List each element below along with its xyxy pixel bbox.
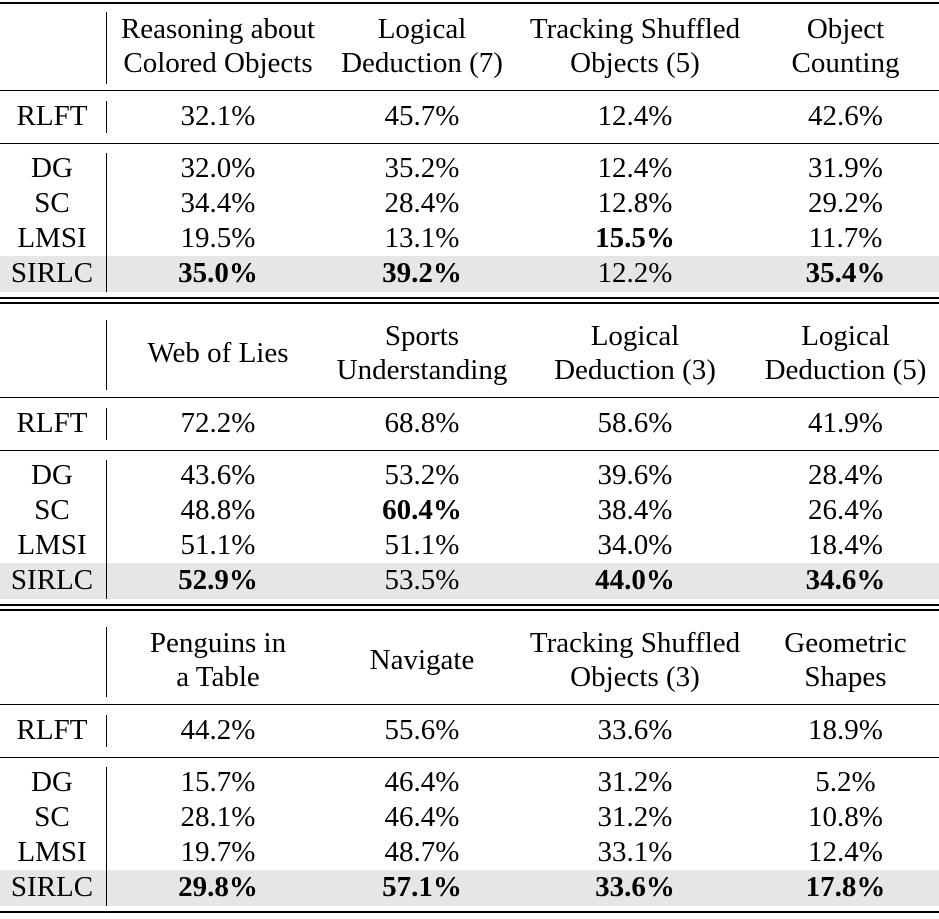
table-cell: 46.4% [384, 766, 460, 798]
double-rule [0, 604, 939, 606]
row-label: DG [31, 152, 73, 184]
table-cell: 26.4% [808, 494, 883, 526]
label-divider [106, 767, 107, 906]
table-cell: 12.4% [597, 152, 673, 184]
row-label: RLFT [16, 714, 88, 746]
double-rule [0, 297, 939, 299]
table-cell-best: 39.2% [382, 257, 462, 289]
table-cell: 48.8% [180, 494, 256, 526]
row-label: DG [31, 459, 73, 491]
table-cell-best: 34.6% [805, 564, 886, 596]
table-cell: 42.6% [808, 100, 883, 132]
table-cell: 38.4% [597, 494, 673, 526]
header-rule [0, 397, 939, 398]
table-cell: 41.9% [808, 407, 883, 439]
top-rule [0, 2, 939, 4]
table-cell: 12.2% [597, 257, 673, 289]
header-divider [106, 12, 107, 84]
header-cell: Geometric Shapes [784, 627, 907, 693]
table-cell: 48.7% [384, 836, 460, 868]
header-cell: Sports Understanding [336, 320, 508, 386]
table-cell: 32.1% [180, 100, 256, 132]
header-cell: Reasoning about Colored Objects [120, 13, 316, 79]
table-cell: 44.2% [180, 714, 256, 746]
table-cell-best: 15.5% [595, 222, 675, 254]
table-cell-best: 29.8% [178, 871, 258, 903]
header-cell: Web of Lies [147, 337, 289, 369]
table-cell: 34.4% [180, 187, 256, 219]
header-cell: Tracking Shuffled Objects (5) [529, 13, 741, 79]
section-rule [0, 757, 939, 758]
table-cell-best: 44.0% [595, 564, 675, 596]
row-label: SIRLC [10, 257, 94, 289]
table-cell: 32.0% [180, 152, 256, 184]
row-label: LMSI [17, 222, 87, 254]
table-cell-best: 57.1% [382, 871, 462, 903]
table-cell: 46.4% [384, 801, 460, 833]
table-cell: 18.4% [808, 529, 883, 561]
header-cell: Object Counting [791, 13, 900, 79]
row-label: SC [34, 801, 70, 833]
table-cell: 5.2% [815, 766, 876, 798]
table-cell-best: 17.8% [805, 871, 886, 903]
header-cell: Logical Deduction (7) [341, 13, 503, 79]
table-cell: 53.5% [384, 564, 460, 596]
header-cell: Logical Deduction (5) [764, 320, 927, 386]
table-cell: 51.1% [384, 529, 460, 561]
table-cell: 34.0% [597, 529, 673, 561]
table-cell: 28.4% [384, 187, 460, 219]
table-cell-best: 35.4% [805, 257, 886, 289]
header-cell: Navigate [369, 644, 475, 676]
header-cell: Penguins in a Table [149, 627, 287, 693]
table-cell: 28.1% [180, 801, 256, 833]
row-label: SIRLC [10, 564, 94, 596]
label-divider [106, 101, 107, 133]
header-divider [106, 627, 107, 697]
bottom-rule [0, 911, 939, 913]
label-divider [106, 153, 107, 292]
table-cell: 68.8% [384, 407, 460, 439]
row-label: RLFT [16, 100, 88, 132]
table-cell: 35.2% [384, 152, 460, 184]
label-divider [106, 715, 107, 747]
double-rule [0, 302, 939, 304]
table-cell: 72.2% [180, 407, 256, 439]
table-cell: 31.2% [597, 801, 673, 833]
table-cell: 55.6% [384, 714, 460, 746]
table-cell: 45.7% [384, 100, 460, 132]
row-label: SC [34, 187, 70, 219]
table-cell: 12.4% [808, 836, 883, 868]
table-cell: 33.6% [597, 714, 673, 746]
table-cell: 11.7% [808, 222, 883, 254]
header-cell: Logical Deduction (3) [554, 320, 716, 386]
table-cell: 28.4% [808, 459, 883, 491]
table-cell: 39.6% [597, 459, 673, 491]
row-label: SIRLC [10, 871, 94, 903]
table-cell: 12.4% [597, 100, 673, 132]
table-cell: 18.9% [808, 714, 883, 746]
table-cell: 13.1% [384, 222, 460, 254]
table-cell: 19.7% [180, 836, 256, 868]
header-divider [106, 320, 107, 390]
row-label: SC [34, 494, 70, 526]
table-cell-best: 60.4% [382, 494, 462, 526]
table-cell: 10.8% [808, 801, 883, 833]
row-label: LMSI [17, 529, 87, 561]
table-cell: 53.2% [384, 459, 460, 491]
label-divider [106, 460, 107, 599]
row-label: LMSI [17, 836, 87, 868]
table-cell: 12.8% [597, 187, 673, 219]
section-rule [0, 450, 939, 451]
table-cell: 33.1% [597, 836, 673, 868]
table-cell: 29.2% [808, 187, 883, 219]
table-cell: 15.7% [180, 766, 256, 798]
section-rule [0, 143, 939, 144]
table-cell-best: 33.6% [595, 871, 675, 903]
table-cell: 58.6% [597, 407, 673, 439]
double-rule [0, 609, 939, 611]
table-cell-best: 35.0% [178, 257, 258, 289]
header-cell: Tracking Shuffled Objects (3) [529, 627, 741, 693]
table-cell: 19.5% [180, 222, 256, 254]
table-cell: 43.6% [180, 459, 256, 491]
row-label: DG [31, 766, 73, 798]
table-cell: 31.2% [597, 766, 673, 798]
header-rule [0, 704, 939, 705]
header-rule [0, 90, 939, 91]
row-label: RLFT [16, 407, 88, 439]
table-cell: 51.1% [180, 529, 256, 561]
table-cell: 31.9% [808, 152, 883, 184]
table-cell-best: 52.9% [178, 564, 258, 596]
label-divider [106, 408, 107, 440]
